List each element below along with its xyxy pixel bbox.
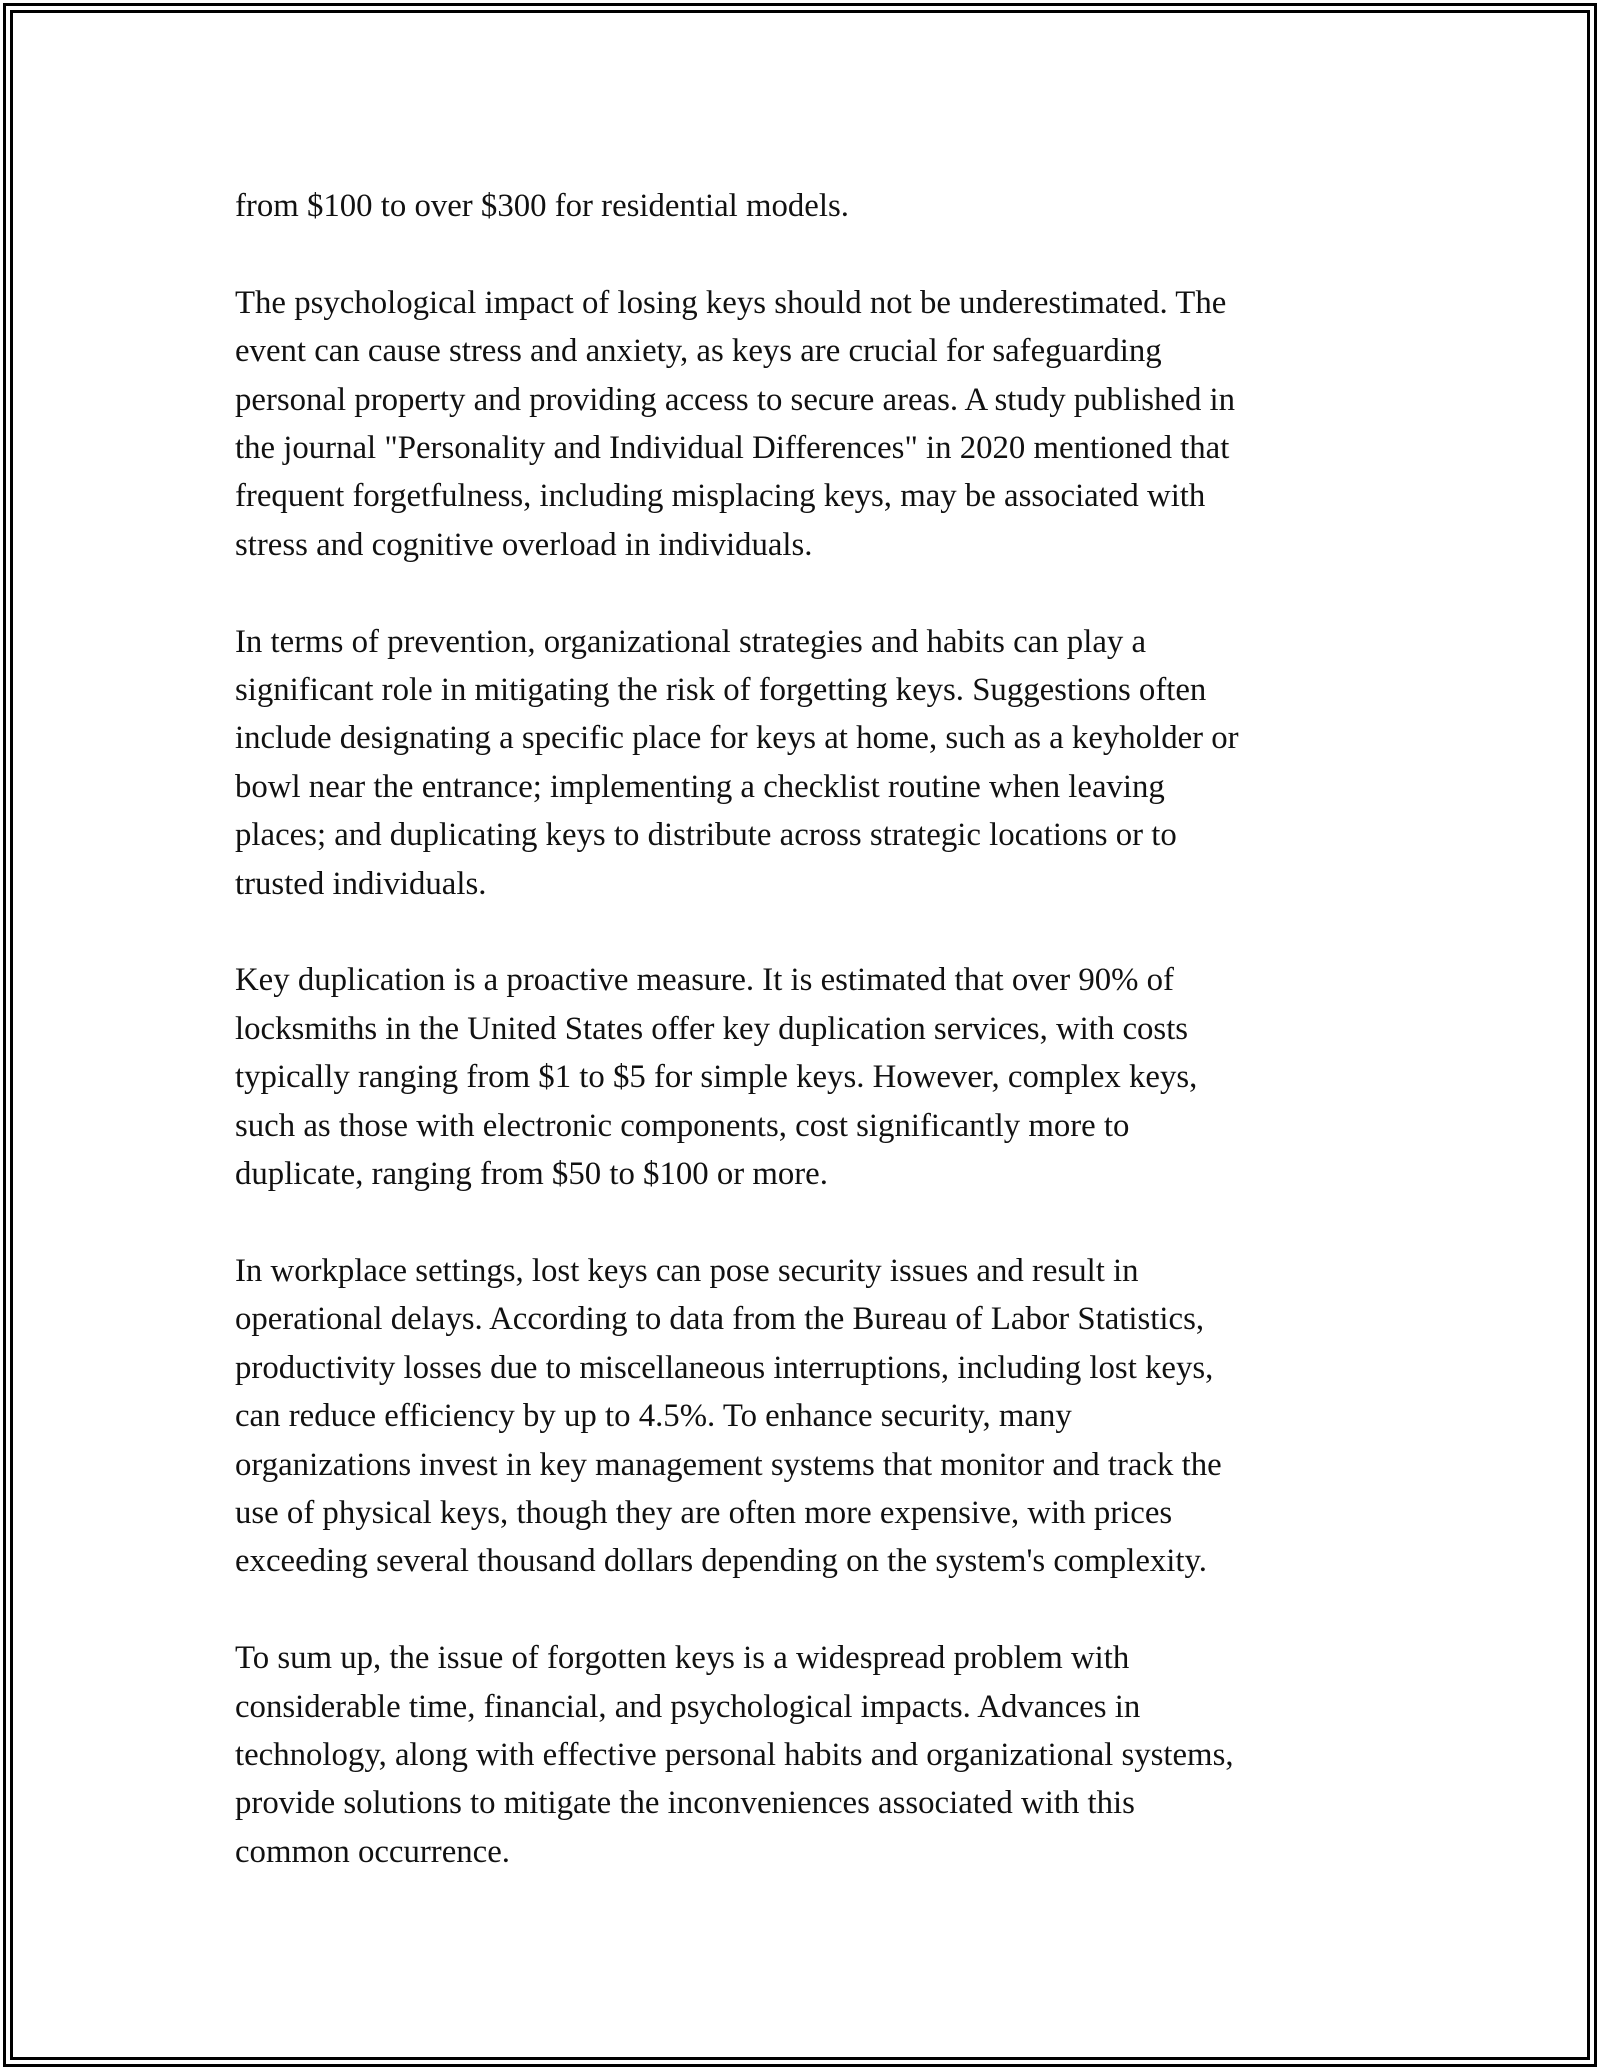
paragraph-workplace-settings: In workplace settings, lost keys can pose security issues and result in operational delays. According to data from the Bureau of Labor Statistics, productivity losses due to miscellaneous interruptions, including lost keys, can reduce efficiency by up to 4.5%. To enhance security, many organizations invest in key management systems that monitor and track the use of physical keys, though they are often more expensive, with prices exceeding several thousand dollars depending on the system's complexity. (235, 1252, 1222, 1580)
document-body (235, 182, 1375, 1925)
paragraph-continued-pricing: from $100 to over $300 for residential models. (235, 188, 849, 224)
paragraph-prevention: In terms of prevention, organizational strategies and habits can play a significant role in mitigating the risk of forgetting keys. Suggestions often include designating a specific place for keys at home, such as a keyholder or bowl near the entrance; implementing a checklist routine when leaving places; and duplicating keys to distribute across strategic locations or to trusted individuals. (235, 623, 1239, 902)
paragraph-psychological-impact: The psychological impact of losing keys should not be underestimated. The event can cause stress and anxiety, as keys are crucial for safeguarding personal property and providing access to secure areas. A study published in the journal "Personality and Individual Differences" in 2020 mentioned that frequent forgetfulness, including misplacing keys, may be associated with stress and cognitive overload in individuals. (235, 284, 1236, 563)
paragraph-summary: To sum up, the issue of forgotten keys is a widespread problem with considerable time, financial, and psychological impacts. Advances in technology, along with effective personal habits and organizational systems, provide solutions to mitigate the inconveniences associated with this common occurrence. (235, 1640, 1234, 1870)
paragraph-key-duplication: Key duplication is a proactive measure. It is estimated that over 90% of locksmiths in the United States offer key duplication services, with costs typically ranging from $1 to $5 for simple keys. However, complex keys, such as those with electronic components, cost significantly more to duplicate, ranging from $50 to $100 or more. (235, 962, 1198, 1193)
